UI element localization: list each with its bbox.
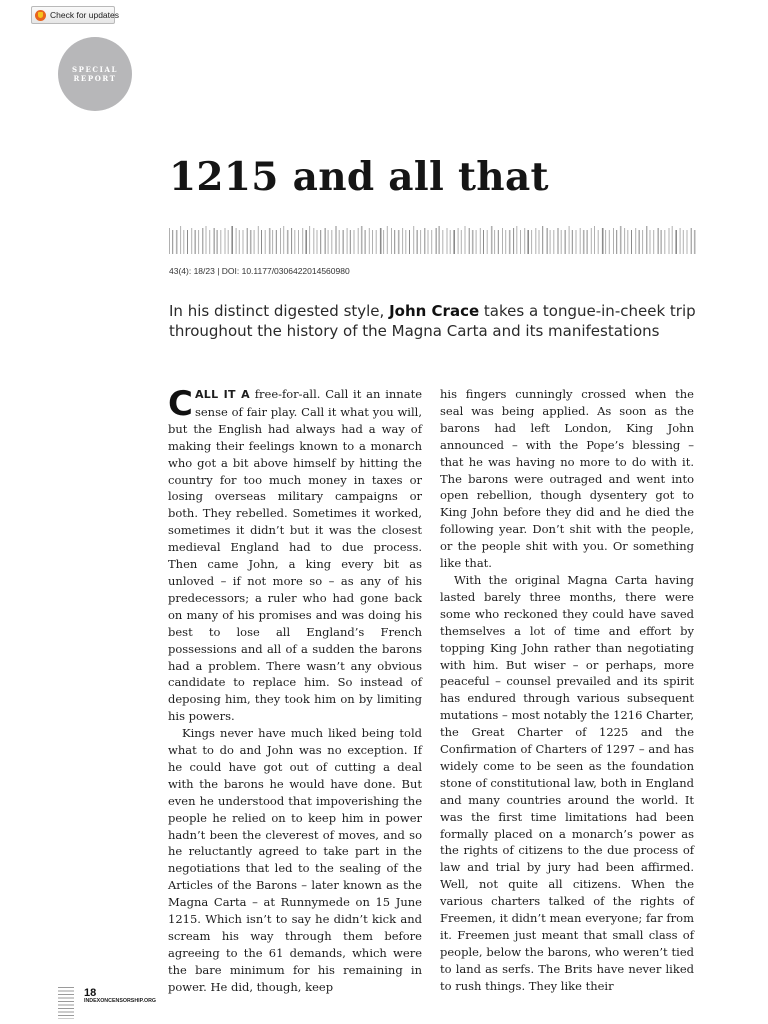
article-title: 1215 and all that (169, 154, 549, 200)
site-url: INDEXONCENSORSHIP.ORG (84, 998, 157, 1004)
body-paragraph: his fingers cunningly crossed when the seal was being applied. As soon as the barons had left London, King John announced – with the Pope’s blessing – that he was having no more to do with it. The barons were outraged and went into open rebellion, though dysentery got to King John before they did and he died the following year. Don’t shit with the people, or the people shit with you. Or something like that. (440, 387, 694, 571)
body-paragraph: Kings never have much liked being told what to do and John was no exception. If he could have got out of cutting a deal with the barons he would have done. But even he understood that impoverishing the people he relied on to keep him in power hadn’t been the cleverest of moves, and so he reluctantly agreed to take part in the negotiations that led to the sealing of the Articles of the Barons – later known as the Magna Carta – at Runnymede on 15 June 1215. Which isn’t to say he didn’t kick and scream his way through them before agreeing to the 61 demands, which were the bare minimum for his remaining in power. He did, though, keep (168, 726, 422, 994)
author-name: John Crace (389, 302, 480, 320)
standfirst-text-1: In his distinct digested style, (169, 302, 390, 320)
body-paragraph: With the original Magna Carta having lasted barely three months, there were some who reckoned they could have saved themselves a lot of time and effort by topping King John rather than negotiating with him. But wiser – or perhaps, more peaceful – counsel prevailed and its spirit has endured through various subsequent mutations – most notably the 1216 Charter, the Great Charter of 1225 and the Confirmation of Charters of 1297 – and has widely come to be seen as the foundation stone of constitutional law, both in England and many countries around the world. It was the first time limitations had been formally placed on a monarch’s power as the rights of citizens to the due process of law and trial by jury had been affirmed. Well, not quite all citizens. When the various charters talked of the rights of Freemen, it didn’t mean everyone; far from it. Freemen just meant that small class of people, below the barons, who weren’t tied to land as serfs. The Brits have never liked to rush things. They like their (440, 572, 694, 993)
body-column-1 (168, 386, 422, 996)
folio-rule-icon (58, 987, 74, 1019)
body-paragraph (168, 386, 422, 725)
standfirst (169, 301, 729, 341)
paragraph-text: free-for-all. Call it an innate sense of fair play. Call it what you will, but the English had always had a way of making their feelings known to a monarch who got a bit above himself by hitting the country for too much money in taxes or losing overseas military campaigns or both. They rebelled. Sometimes it worked, sometimes it didn’t but it was the closest medieval England had to due process. Then came John, a king every bit as unloved – if not more so – as any of his predecessors; a ruler who had gone back on many of his promises and was doing his best to lose all England’s French possessions and all of a sudden the barons had a problem. There wasn’t any obvious candidate to replace him. So instead of deposing him, they took him on by limiting his powers. (168, 387, 422, 724)
check-for-updates-button[interactable] (31, 6, 119, 24)
standfirst-text-2: takes a tongue-in-cheek trip throughout the history of the Magna Carta and its manifestations (169, 302, 696, 340)
crossmark-icon (35, 10, 46, 21)
special-report-badge (58, 37, 132, 111)
drop-cap: C (168, 384, 193, 424)
barcode-rule (169, 226, 696, 254)
check-for-updates-label: Check for updates (50, 10, 119, 20)
page-number: 18 (84, 987, 97, 999)
doi-line: 43(4): 18/23 | DOI: 10.1177/0306422014560980 (169, 266, 350, 276)
badge-line-2: REPORT (73, 74, 117, 83)
lead-in: ALL IT A (194, 388, 250, 401)
badge-line-1: SPECIAL (71, 65, 119, 74)
body-column-2 (440, 386, 694, 995)
